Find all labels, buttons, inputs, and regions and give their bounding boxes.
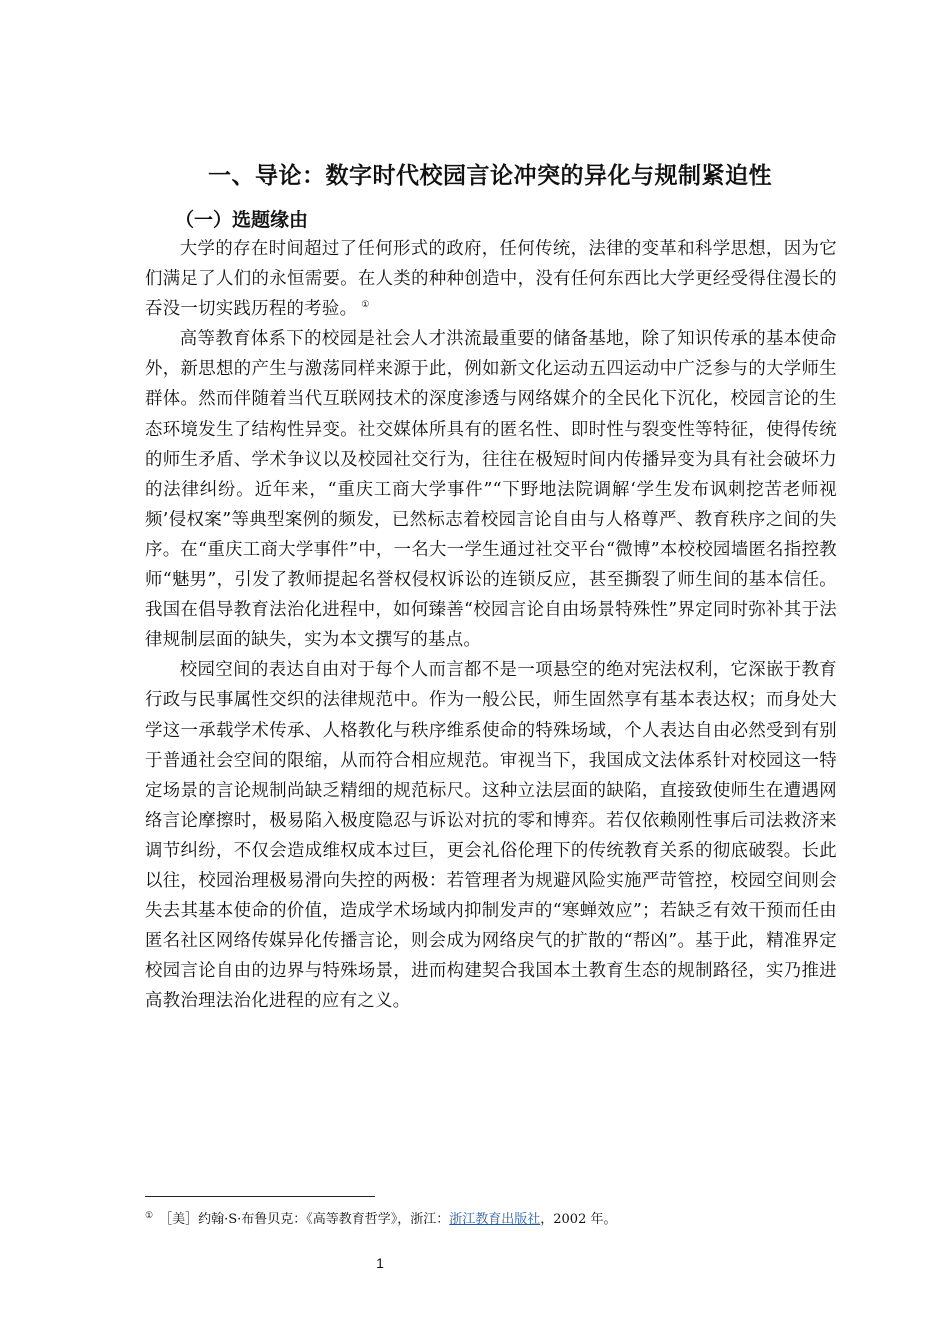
paragraph-3: 校园空间的表达自由对于每个人而言都不是一项悬空的绝对宪法权利，它深嵌于教育行政与民事属性交织的法律规范中。作为一般公民，师生固然享有基本表达权；而身处大学这一承载学术传承、人格教化与秩序维系使命的特殊场域，个人表达自由必然受到有别于普通社会空间的限缩，从而符合相应规范。审视当下，我国成文法体系针对校园这一特定场景的言论规制尚缺乏精细的规范标尺。这种立法层面的缺陷，直接致使师生在遭遇网络言论摩擦时，极易陷入极度隐忍与诉讼对抗的零和博弈。若仅依赖刚性事后司法救济来调节纠纷，不仅会造成维权成本过巨，更会礼俗伦理下的传统教育关系的彻底破裂。长此以往，校园治理极易滑向失控的两极：若管理者为规避风险实施严苛管控，校园空间则会失去其基本使命的价值，造成学术场域内抑制发声的“寒蝉效应”；若缺乏有效干预而任由匿名社区网络传媒异化传播言论，则会成为网络戾气的扩散的“帮凶”。基于此，精准界定校园言论自由的边界与特殊场景，进而构建契合我国本土教育生态的规制路径，实乃推进高教治理法治化进程的应有之义。 [145,660,837,1012]
footnote-reference[interactable]: ① [361,300,370,311]
publisher-link[interactable]: 浙江教育出版社 [449,1212,541,1227]
page-number: 1 [376,1255,384,1271]
footnote-text-before: ［美］约翰·S·布鲁贝克：《高等教育哲学》，浙江： [159,1212,450,1227]
footnote-mark: ① [145,1210,154,1221]
paragraph-1-text: 大学的存在时间超过了任何形式的政府，任何传统，法律的变革和科学思想，因为它们满足了人们的永恒需要。在人类的种种创造中，没有任何东西比大学更经受得住漫长的吞没一切实践历程的考验。 [145,239,837,320]
footnote-text-after: ，2002 年。 [540,1212,617,1227]
paragraph-1 [145,234,837,324]
paragraph-2: 高等教育体系下的校园是社会人才洪流最重要的储备基地，除了知识传承的基本使命外，新思想的产生与激荡同样来源于此，例如新文化运动五四运动中广泛参与的大学师生群体。然而伴随着当代互联网技术的深度渗透与网络媒介的全民化下沉化，校园言论的生态环境发生了结构性异变。社交媒体所具有的匿名性、即时性与裂变性等特征，使得传统的师生矛盾、学术争议以及校园社交行为，往往在极短时间内传播异变为具有社会破坏力的法律纠纷。近年来，“重庆工商大学事件”“下野地法院调解‘学生发布讽刺挖苦老师视频’侵权案”等典型案例的频发，已然标志着校园言论自由与人格尊严、教育秩序之间的失序。在“重庆工商大学事件”中，一名大一学生通过社交平台“微博”本校校园墙匿名指控教师“魅男”，引发了教师提起名誉权侵权诉讼的连锁反应，甚至撕裂了师生间的基本信任。我国在倡导教育法治化进程中，如何臻善“校园言论自由场景特殊性”界定同时弥补其于法律规制层面的缺失，实为本文撰写的基点。 [145,329,837,651]
footnote [145,1210,845,1230]
chapter-title: 一、导论：数字时代校园言论冲突的异化与规制紧迫性 [208,163,772,189]
section-title: （一）选题缘由 [175,209,309,231]
footnote-separator [145,1196,375,1197]
body-text [145,234,837,1016]
